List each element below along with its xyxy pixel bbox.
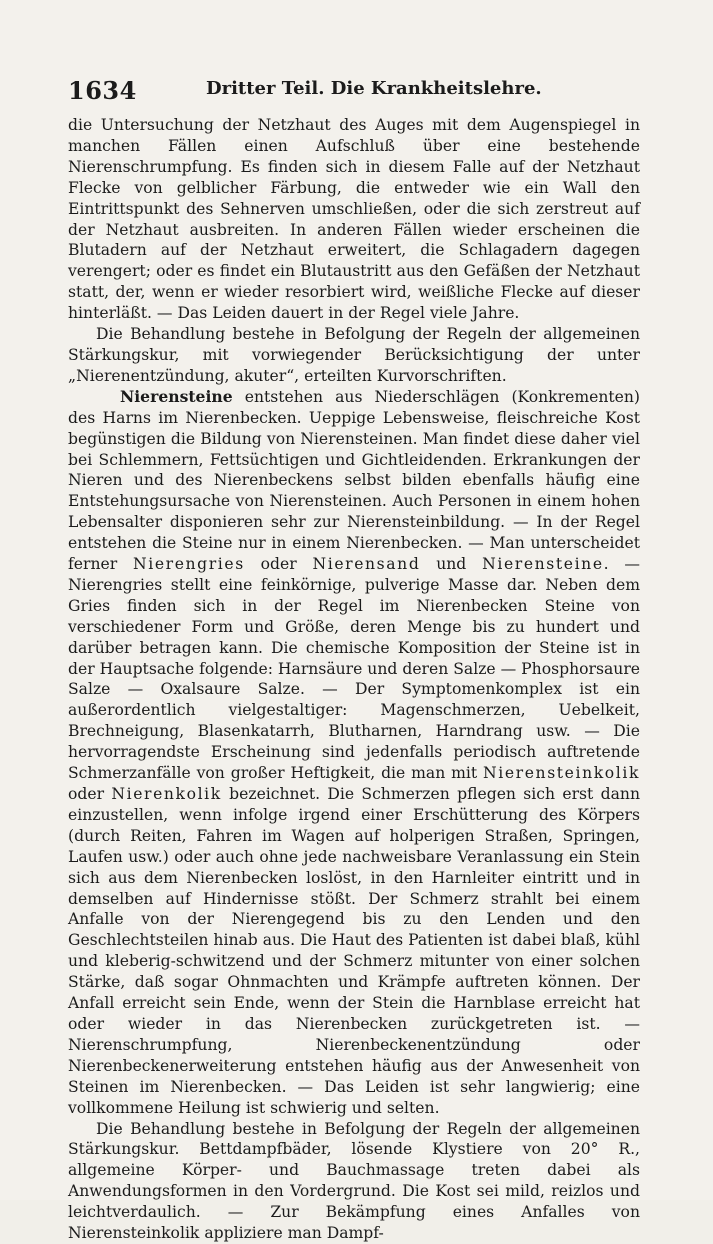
paragraph-treatment-1: Die Behandlung bestehe in Befolgung der Regeln der allgemeinen Stärkungskur, mit vorwiegender Berücksichtigung der unter „Nierenentzündung, akuter“, erteilten Kurvorschriften.: [68, 325, 640, 385]
spaced-term-nierensand: Nierensand: [312, 555, 421, 574]
spaced-term-nierengries: Nierengries: [132, 555, 245, 574]
text-segment: bezeichnet. Die Schmerzen pflegen sich erst dann einzustellen, wenn infolge irgend einer Erschütterung des Körpers (durch Reiten, Fahren im Wagen auf holperigen Straßen, Springen, Laufen usw.) oder auch ohne jede nachweisbare Veranlassung ein Stein sich aus dem Nierenbecken loslöst, in den Harnleiter eintritt und in demselben auf Hindernisse stößt. Der Schmerz strahlt bei einem Anfalle von der Nierengegend bis zu den Lenden und den Geschlechtsteilen hinab aus. Die Haut des Patienten ist dabei blaß, kühl und kleberig-schwitzend und der Schmerz mitunter von einer solchen Stärke, daß sogar Ohnmachten und Krämpfe auftreten können. Der Anfall erreicht sein Ende, wenn der Stein die Harnblase erreicht hat oder wieder in das Nierenbecken zurückgetreten ist. — Nierenschrumpfung, Nierenbeckenentzündung oder Nierenbeckenerweiterung entstehen häufig aus der Anwesenheit von Steinen im Nierenbecken. — Das Leiden ist sehr langwierig; eine vollkommene Heilung ist schwierig und selten.: [68, 785, 640, 1117]
paragraph-kidney-stones: [68, 387, 640, 1119]
text-segment: oder: [244, 555, 313, 574]
paragraph-treatment-2: Die Behandlung bestehe in Befolgung der Regeln der allgemeinen Stärkungskur. Bettdampfbäder, lösende Klystiere von 20° R., allgemeine Körper- und Bauchmassage treten dabei als Anwendungsformen in den Vordergrund. Die Kost sei mild, reizlos und leichtverdaulich. — Zur Bekämpfung eines Anfalles von Nierensteinkolik appliziere man Dampf-: [68, 1119, 640, 1243]
text-segment: . — Nierengries stellt eine feinkörnige, pulverige Masse dar. Neben dem Gries finden sich in der Regel im Nierenbecken Steine von verschiedener Form und Größe, deren Menge bis zu hundert und darüber betragen kann. Die chemische Komposition der Steine ist in der Hauptsache folgende: Harnsäure und deren Salze — Phosphorsaure Salze — Oxalsaure Salze. — Der Symptomenkomplex ist ein außerordentlich vielgestaltiger: Magenschmerzen, Uebelkeit, Brechneigung, Blasenkatarrh, Blutharnen, Harndrang usw. — Die hervorragendste Erscheinung sind jedenfalls periodisch auftretende Schmerzanfälle von großer Heftigkeit, die man mit: [68, 555, 641, 783]
page-header: [68, 68, 668, 104]
spaced-term-nierensteine: Nierensteine: [482, 555, 604, 574]
paragraph-retina-examination: die Untersuchung der Netzhaut des Auges mit dem Augenspiegel in manchen Fällen einen Aufschluß über eine bestehende Nierenschrumpfung. Es finden sich in diesem Falle auf der Netzhaut Flecke von gelblicher Färbung, die entweder wie ein Wall den Eintrittspunkt des Sehnerven umschließen, oder die sich zerstreut auf der Netzhaut ausbreiten. In anderen Fällen wieder erscheinen die Blutadern auf der Netzhaut erweitert, die Schlagadern dagegen verengert; oder es findet ein Blutaustritt aus den Gefäßen der Netzhaut statt, der, wenn er wieder resorbiert wird, weißliche Flecke auf dieser hinterläßt. — Das Leiden dauert in der Regel viele Jahre.: [68, 116, 640, 323]
entry-term-nierensteine: Nierensteine: [120, 386, 233, 406]
text-segment: oder: [68, 785, 112, 803]
body-text: [68, 115, 640, 1244]
text-segment: und: [420, 555, 483, 574]
text-segment: entstehen aus Niederschlägen (Konkrementen) des Harns im Nierenbecken. Ueppige Lebensweise, fleischreiche Kost begünstigen die Bildung von Nierensteinen. Man findet diese daher viel bei Schlemmern, Fettsüchtigen und Gichtleidenden. Erkrankungen der Nieren und des Nierenbeckens selbst bilden ebenfalls häufig eine Entstehungsursache von Nierensteinen. Auch Personen in einem hohen Lebensalter disponieren sehr zur Nierensteinbildung. — In der Regel entstehen die Steine nur in einem Nierenbecken. — Man unterscheidet ferner: [68, 387, 640, 574]
spaced-term-nierenkolik: Nierenkolik: [111, 785, 222, 803]
spaced-term-nierensteinkolik: Nierensteinkolik: [483, 764, 640, 783]
running-head: Dritter Teil. Die Krankheitslehre.: [206, 78, 542, 99]
page-number: 1634: [68, 76, 137, 105]
